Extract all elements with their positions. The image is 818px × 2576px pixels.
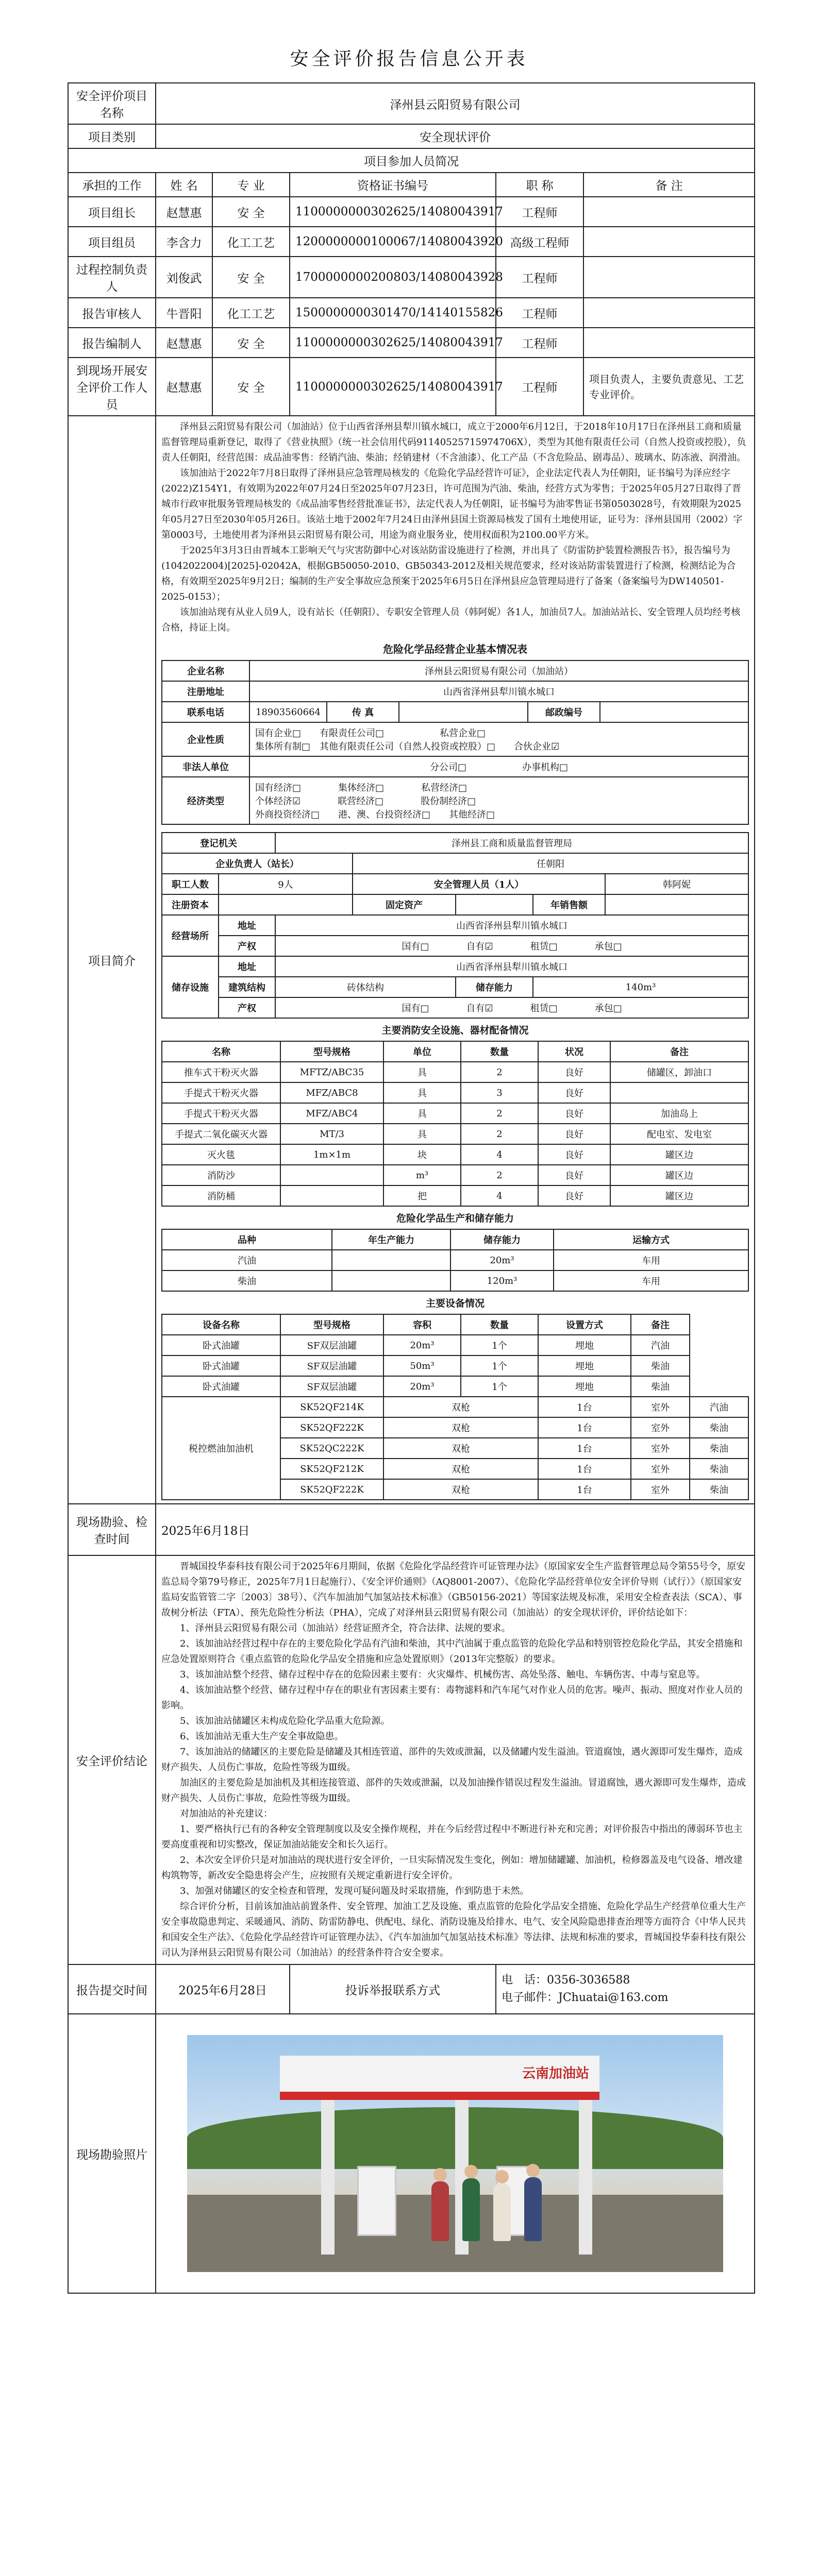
table-cell: 罐区边 [610,1165,748,1185]
table-cell: 双枪 [383,1417,538,1438]
branch-value: 分公司□ 办事机构□ [249,756,748,777]
annual-sales-label: 年销售额 [533,894,605,915]
intro-paragraph: 泽州县云阳贸易有限公司（加油站）位于山西省泽州县犁川镇水城口，成立于2000年6月12日，于2018年10月17日在泽州县工商和质量监督管理局重新登记，取得了《营业执照》（统一社会信用代码91140525715974706X），类型为其他有限责任公司（自然人投资或控股），负责人任朝阳，经营范围：成品油零售：经销汽油、柴油；经销建材（不含油漆）、化工产品（不含危险品、剧毒品）、玻璃水、防冻液、润滑油。 [161,421,746,463]
page-title: 安全评价报告信息公开表 [290,48,528,70]
project-type-value: 安全现状评价 [156,124,755,148]
table-cell: SK52QC222K [280,1438,383,1459]
table-cell: 双枪 [383,1397,538,1417]
staff-major: 安 全 [212,358,290,416]
reg-capital-value [219,894,353,915]
survey-value: 2025年6月18日 [156,1504,755,1555]
table-cell: SF双层油罐 [280,1355,383,1376]
staff-role: 报告审核人 [68,298,156,328]
table-cell: 120m³ [450,1270,554,1291]
column-header: 年生产能力 [332,1229,450,1250]
table-cell [280,1185,383,1206]
conclusion-paragraph: 综合评价分析，目前该加油站前置条件、安全管理、加油工艺及设施、重点监管的危险化学品安全措施、危险化学品生产经营单位重大生产安全事故隐患判定、采暖通风、消防、防雷防静电、供配电、绿化、消防设施及给排水、电气、安全风险隐患排查治理等方面符合《中华人民共和国安全生产法》、《危险化学品经营许可证管理办法》、《汽车加油加气加氢站技术标准》等法律、法规和标准的要求，晋城国投华泰科技有限公司认为泽州县云阳贸易有限公司（加油站）的经营条件符合安全要求。 [161,1901,746,1958]
tank-row [162,1376,748,1397]
table-cell: 室外 [631,1459,690,1479]
table-cell: 具 [383,1103,461,1124]
build-value: 砖体结构 [275,977,456,997]
build-label: 建筑结构 [219,977,275,997]
photo-label: 现场勘验照片 [68,2014,156,2293]
staff-title: 工程师 [496,197,583,227]
table-cell: MT/3 [280,1124,383,1144]
staff-role: 项目组员 [68,227,156,257]
person [493,2183,511,2241]
staff-row [68,328,755,358]
staff-cert: 1700000000200803/14080043928 [290,257,496,298]
table-cell: 柴油 [690,1479,748,1500]
table-cell: 室外 [631,1397,690,1417]
storage-addr-value: 山西省泽州县犁川镇水城口 [275,956,748,977]
table-cell: 1台 [538,1397,631,1417]
staff-cert: 1200000000100067/14080043920 [290,227,496,257]
table-cell: 柴油 [690,1459,748,1479]
table-cell: 卧式油罐 [162,1376,280,1397]
table-cell: 1m×1m [280,1144,383,1165]
staff-role: 过程控制负责人 [68,257,156,298]
staff-count-label: 职工人数 [162,874,219,894]
place-prop-label: 产权 [219,936,275,956]
table-cell: 1台 [538,1459,631,1479]
table-cell [280,1165,383,1185]
fax-value [399,702,528,722]
conclusion-label: 安全评价结论 [68,1555,156,1964]
equipment-table [161,1314,749,1500]
table-cell: 室外 [631,1438,690,1459]
column-header: 数量 [461,1314,538,1335]
staff-cert: 1500000000301470/14140155826 [290,298,496,328]
staff-major: 安 全 [212,257,290,298]
conclusion-paragraph: 4、该加油站整个经营、储存过程中存在的职业有害因素主要有：毒物滤料和汽车尾气对作业人员的危害。噪声、振动、照度对作业人员的影响。 [161,1685,743,1711]
column-header: 储存能力 [450,1229,554,1250]
table-cell: 柴油 [690,1438,748,1459]
fire-table-title: 主要消防安全设施、器材配备情况 [381,1025,529,1036]
pump-row [162,1397,748,1417]
table-cell: 2 [461,1103,538,1124]
column-header: 名称 [162,1041,280,1062]
zip-value [600,702,748,722]
table-cell: 块 [383,1144,461,1165]
col-work: 承担的工作 [68,173,156,197]
table-cell: SF双层油罐 [280,1335,383,1355]
staff-title: 工程师 [496,257,583,298]
table-cell: 20m³ [383,1335,461,1355]
safety-officer-label: 安全管理人员（1人） [353,874,605,894]
basic-table-title: 危险化学品经营企业基本情况表 [383,643,527,655]
zip-label: 邮政编号 [528,702,600,722]
tank-row [162,1335,748,1355]
table-cell: 汽油 [631,1335,690,1355]
staff-major: 安 全 [212,197,290,227]
staff-header: 项目参加人员简况 [68,148,755,173]
capacity-table [161,1229,749,1292]
table-cell: 3 [461,1082,538,1103]
fuel-dispenser [357,2166,396,2236]
staff-cert: 1100000000302625/14080043917 [290,197,496,227]
fire-equipment-row [162,1062,748,1082]
table-cell: 1台 [538,1438,631,1459]
staff-major: 化工工艺 [212,298,290,328]
phone-value: 18903560664 [249,702,327,722]
disclosure-table [68,82,755,2294]
staff-note: 项目负责人，主要负责意见、工艺专业评价。 [583,358,755,416]
table-cell: 把 [383,1185,461,1206]
fire-equipment-row [162,1144,748,1165]
table-cell: 4 [461,1185,538,1206]
table-cell: 柴油 [162,1270,332,1291]
staff-major: 化工工艺 [212,227,290,257]
annual-sales-value [605,894,748,915]
company-value: 泽州县云阳贸易有限公司（加油站） [249,660,748,681]
conclusion-paragraph: 3、加强对储罐区的安全检查和管理，发现可疑问题及时采取措施，作到防患于未然。 [180,1886,529,1896]
survey-label: 现场勘验、检查时间 [68,1504,156,1555]
column-header: 型号规格 [280,1041,383,1062]
table-cell: 储罐区，卸油口 [610,1062,748,1082]
site-photo [187,2035,723,2272]
table-cell: MFTZ/ABC35 [280,1062,383,1082]
table-cell: m³ [383,1165,461,1185]
nature-line: 国有企业□ 有限责任公司□ 私营企业□ [255,728,486,739]
phone-label: 联系电话 [162,702,249,722]
fax-label: 传 真 [327,702,399,722]
table-cell [332,1250,450,1270]
staff-name: 赵慧惠 [156,328,212,358]
capacity-row [162,1270,748,1291]
table-cell: 2 [461,1124,538,1144]
staff-list [68,197,755,416]
table-cell: 2 [461,1165,538,1185]
storage-prop-value: 国有□ 自有☑ 租赁□ 承包□ [275,997,748,1018]
econ-line: 外商投资经济□ 港、澳、台投资经济□ 其他经济□ [255,809,495,820]
table-cell: 双枪 [383,1459,538,1479]
table-cell: SF双层油罐 [280,1376,383,1397]
col-name: 姓 名 [156,173,212,197]
tank-row [162,1355,748,1376]
conclusion-paragraph: 1、泽州县云阳贸易有限公司（加油站）经营证照齐全，符合法律、法规的要求。 [180,1623,511,1634]
registration-table [161,832,749,1019]
table-cell: 手提式干粉灭火器 [162,1103,280,1124]
contact-email: 电子邮件：JChuatai@163.com [502,1991,669,2004]
table-cell: 良好 [538,1185,610,1206]
intro-paragraph: 于2025年3月3日由晋城本工影响天气与灾害防御中心对该站防雷设施进行了检测，并出具了《防雷防护装置检测报告书》，报告编号为(1042022004)[2025]-02042A，根据GB50050-2010、GB50343-2012及相关规范要求，经对该站防雷装置进行了检测，检测结论为合格，有效期至2025年9月2日；编制的生产安全事故应急预案于2025年6月5日在泽州县应急管理局进行了备案（备案编号为DW140501-2025-0153）； [161,545,736,602]
table-cell: SK52QF222K [280,1417,383,1438]
table-cell: 2 [461,1062,538,1082]
table-cell: 灭火毯 [162,1144,280,1165]
table-cell: 良好 [538,1165,610,1185]
reg-value: 泽州县工商和质量监督管理局 [275,833,748,853]
table-cell: 埋地 [538,1355,631,1376]
staff-note [583,197,755,227]
conclusion-paragraphs [161,1559,749,1961]
project-name-label: 安全评价项目名称 [68,83,156,124]
staff-name: 刘俊武 [156,257,212,298]
table-cell: 1台 [538,1417,631,1438]
staff-name: 牛晋阳 [156,298,212,328]
safety-officer-value: 韩阿妮 [605,874,748,894]
nature-label: 企业性质 [162,722,249,756]
intro-content [156,416,755,1504]
station-canopy [280,2056,599,2100]
table-cell: MFZ/ABC4 [280,1103,383,1124]
table-cell: 室外 [631,1479,690,1500]
staff-name: 李含力 [156,227,212,257]
storage-prop-label: 产权 [219,997,275,1018]
fire-equipment-row [162,1185,748,1206]
staff-note [583,328,755,358]
table-cell: 1个 [461,1355,538,1376]
econ-label: 经济类型 [162,777,249,824]
table-cell: 埋地 [538,1376,631,1397]
reg-capital-label: 注册资本 [162,894,219,915]
table-cell: 室外 [631,1417,690,1438]
fixed-assets-label: 固定资产 [353,894,456,915]
table-cell: 50m³ [383,1355,461,1376]
table-cell: 4 [461,1144,538,1165]
fire-equipment-table [161,1041,749,1207]
column-header: 容积 [383,1314,461,1335]
table-cell: 柴油 [690,1417,748,1438]
staff-major: 安 全 [212,328,290,358]
station-sign: 云南加油站 [522,2066,589,2081]
head-value: 任朝阳 [353,853,748,874]
column-header: 状况 [538,1041,610,1062]
table-cell [610,1082,748,1103]
conclusion-paragraph: 1、要严格执行已有的各种安全管理制度以及安全操作规程，并在今后经营过程中不断进行补充和完善；对评价报告中指出的薄弱环节也主要高度重视和切实整改，保证加油站能安全和长久运行。 [161,1824,743,1850]
col-cert: 资格证书编号 [290,173,496,197]
staff-row [68,257,755,298]
staff-title: 工程师 [496,358,583,416]
storage-addr-label: 地址 [219,956,275,977]
column-header: 单位 [383,1041,461,1062]
nature-line: 集体所有制□ 其他有限责任公司（自然人投资或控股）□ 合伙企业☑ [255,741,560,752]
head-label: 企业负责人（站长） [162,853,353,874]
table-cell: 双枪 [383,1438,538,1459]
table-cell: 消防桶 [162,1185,280,1206]
staff-name: 赵慧惠 [156,197,212,227]
place-prop-value: 国有□ 自有☑ 租赁□ 承包□ [275,936,748,956]
table-cell: 消防沙 [162,1165,280,1185]
contact-label: 投诉举报联系方式 [290,1964,496,2014]
table-cell: 手提式二氧化碳灭火器 [162,1124,280,1144]
col-major: 专 业 [212,173,290,197]
staff-row [68,227,755,257]
table-cell: 配电室、发电室 [610,1124,748,1144]
column-header: 设备名称 [162,1314,280,1335]
table-cell: SK52QF222K [280,1479,383,1500]
intro-label: 项目简介 [68,416,156,1504]
table-cell: 罐区边 [610,1144,748,1165]
staff-role: 项目组长 [68,197,156,227]
conclusion-paragraph: 6、该加油站无重大生产安全事故隐患。 [180,1731,344,1742]
table-cell: 双枪 [383,1479,538,1500]
table-cell: 柴油 [631,1376,690,1397]
col-note: 备 注 [583,173,755,197]
staff-row [68,358,755,416]
staff-title: 高级工程师 [496,227,583,257]
staff-row [68,298,755,328]
table-cell: 良好 [538,1124,610,1144]
report-date: 2025年6月28日 [156,1964,290,2014]
capacity-table-title: 危险化学品生产和储存能力 [396,1213,514,1224]
table-cell: SK52QF214K [280,1397,383,1417]
table-cell: 汽油 [162,1250,332,1270]
fire-equipment-row [162,1124,748,1144]
table-cell: 卧式油罐 [162,1335,280,1355]
reg-label: 登记机关 [162,833,275,853]
table-cell: 1台 [538,1479,631,1500]
table-cell: 车用 [554,1270,748,1291]
table-cell: 具 [383,1082,461,1103]
capacity-value: 140m³ [533,977,748,997]
table-cell: 手提式干粉灭火器 [162,1082,280,1103]
column-header: 品种 [162,1229,332,1250]
addr-label: 注册地址 [162,681,249,702]
capacity-row [162,1250,748,1270]
table-cell: 卧式油罐 [162,1355,280,1376]
intro-paragraphs [161,419,749,636]
table-cell: 良好 [538,1062,610,1082]
person [462,2178,480,2241]
place-addr-label: 地址 [219,915,275,936]
column-header: 运输方式 [554,1229,748,1250]
econ-line: 国有经济□ 集体经济□ 私营经济□ [255,783,468,793]
conclusion-paragraph: 2、该加油站经营过程中存在的主要危险化学品有汽油和柴油，其中汽油属于重点监管的危险化学品和特别管控危险化学品，其安全措施和应急处置原则符合《重点监管的危险化学品安全措施和应急处置原则》（2013年完整版）的要求。 [161,1638,743,1665]
capacity-label: 储存能力 [456,977,533,997]
conclusion-paragraph: 加油区的主要危险是加油机及其相连接管道、部件的失效或泄漏，以及加油操作错误过程发生溢油。冒道腐蚀，遇火源即可发生爆炸，造成财产损失、人员伤亡事故，危险性等级为Ⅲ级。 [161,1777,746,1804]
staff-note [583,257,755,298]
staff-count-value: 9人 [219,874,353,894]
table-cell: 推车式干粉灭火器 [162,1062,280,1082]
staff-note [583,227,755,257]
table-cell: MFZ/ABC8 [280,1082,383,1103]
addr-value: 山西省泽州县犁川镇水城口 [249,681,748,702]
table-cell: 车用 [554,1250,748,1270]
project-type-label: 项目类别 [68,124,156,148]
staff-cert: 1100000000302625/14080043917 [290,328,496,358]
staff-role: 到现场开展安全评价工作人员 [68,358,156,416]
person [524,2177,542,2241]
conclusion-paragraph: 5、该加油站储罐区未构成危险化学品重大危险源。 [180,1716,390,1726]
staff-note [583,298,755,328]
staff-title: 工程师 [496,298,583,328]
table-cell: 良好 [538,1082,610,1103]
table-cell: 20m³ [383,1376,461,1397]
basic-info-table [161,660,749,825]
company-label: 企业名称 [162,660,249,681]
staff-role: 报告编制人 [68,328,156,358]
table-cell: 罐区边 [610,1185,748,1206]
table-cell: 20m³ [450,1250,554,1270]
conclusion-paragraph: 对加油站的补充建议： [180,1808,273,1819]
conclusion-content [156,1555,755,1964]
staff-row [68,197,755,227]
column-header: 数量 [461,1041,538,1062]
column-header: 备注 [631,1314,690,1335]
storage-label: 储存设施 [162,956,219,1018]
place-addr-value: 山西省泽州县犁川镇水城口 [275,915,748,936]
fixed-assets-value [456,894,533,915]
intro-paragraph: 该加油站现有从业人员9人，设有站长（任朝阳）、专职安全管理人员（韩阿妮）各1人，加油员7人。加油站站长、安全管理人员均经考核合格，持证上岗。 [161,607,741,633]
col-title: 职 称 [496,173,583,197]
econ-line: 个体经济☑ 联营经济□ 股份制经济□ [255,796,476,807]
equip-table-title: 主要设备情况 [425,1298,485,1309]
column-header: 备注 [610,1041,748,1062]
conclusion-paragraph: 2、本次安全评价只是对加油站的现状进行安全评价，一旦实际情况发生变化，例如：增加储罐罐、加油机，检修器盖及电气设备、增改建构筑物等，新改安全隐患将会产生，应按照有关规定重新进行安全评价。 [161,1855,743,1881]
fire-equipment-row [162,1103,748,1124]
table-cell: SK52QF212K [280,1459,383,1479]
table-cell: 埋地 [538,1335,631,1355]
column-header: 型号规格 [280,1314,383,1335]
branch-label: 非法人单位 [162,756,249,777]
table-cell: 具 [383,1062,461,1082]
table-cell: 加油岛上 [610,1103,748,1124]
fire-equipment-row [162,1082,748,1103]
person [431,2181,449,2241]
conclusion-paragraph: 7、该加油站的储罐区的主要危险是储罐及其相连管道、部件的失效或泄漏，以及储罐内发生溢油。管道腐蚀，遇火源即可发生爆炸，造成财产损失、人员伤亡事故，危险性等级为Ⅲ级。 [161,1747,743,1773]
report-label: 报告提交时间 [68,1964,156,2014]
intro-paragraph: 该加油站于2022年7月8日取得了泽州县应急管理局核发的《危险化学品经营许可证》，企业法定代表人为任朝阳，证书编号为泽应经字(2022)Z154Y1，有效期为2022年07月24日至2025年07月23日，许可范围为汽油、柴油，经营方式为零售；于2025年05月27日取得了晋城市行政审批服务管理局核发的《成品油零售经营批准证书》，法定代表人为任朝阳，证书编号为油零售证书第0503028号，有效期限为2025年05月27日至2030年05月26日。该站土地于2002年7月24日由泽州县国土资源局核发了国有土地使用证，证号为：泽州县国用（2002）字第0003号，土地使用者为泽州县云阳贸易有限公司，用途为商业服务业，使用权面积为2100.00平方米。 [161,468,743,540]
staff-title: 工程师 [496,328,583,358]
table-cell: 汽油 [690,1397,748,1417]
staff-cert: 1100000000302625/14080043917 [290,358,496,416]
conclusion-paragraph: 晋城国投华泰科技有限公司于2025年6月期间，依据《危险化学品经营许可证管理办法》（原国家安全生产监督管理总局令第55号令，原安监总局令第79号修正，2025年7月1日起施行）、《安全评价通则》（AQ8001-2007）、《危险化学品经营单位安全评价导则（试行）》（原国家安监局安监管管二字〔2003〕38号）、《汽车加油加气加氢站技术标准》（GB50156-2021）等国家法规及标准，采用安全检查表法（SCA）、事故树分析法（FTA）、预先危险性分析法（PHA），完成了对泽州县云阳贸易有限公司（加油站）的安全现状评价，评价结论如下： [161,1561,746,1618]
table-cell: 柴油 [631,1355,690,1376]
table-cell: 良好 [538,1103,610,1124]
table-cell: 1个 [461,1335,538,1355]
fire-equipment-row [162,1165,748,1185]
table-cell [332,1270,450,1291]
place-label: 经营场所 [162,915,219,956]
staff-name: 赵慧惠 [156,358,212,416]
table-cell: 良好 [538,1144,610,1165]
column-header: 设置方式 [538,1314,631,1335]
table-cell: 1个 [461,1376,538,1397]
table-cell: 具 [383,1124,461,1144]
project-name-value: 泽州县云阳贸易有限公司 [156,83,755,124]
pump-label: 税控燃油加油机 [162,1397,280,1500]
contact-phone: 电 话：0356-3036588 [502,1974,630,1987]
conclusion-paragraph: 3、该加油站整个经营、储存过程中存在的危险因素主要有：火灾爆炸、机械伤害、高处坠落、触电、车辆伤害、中毒与窒息等。 [180,1669,706,1680]
